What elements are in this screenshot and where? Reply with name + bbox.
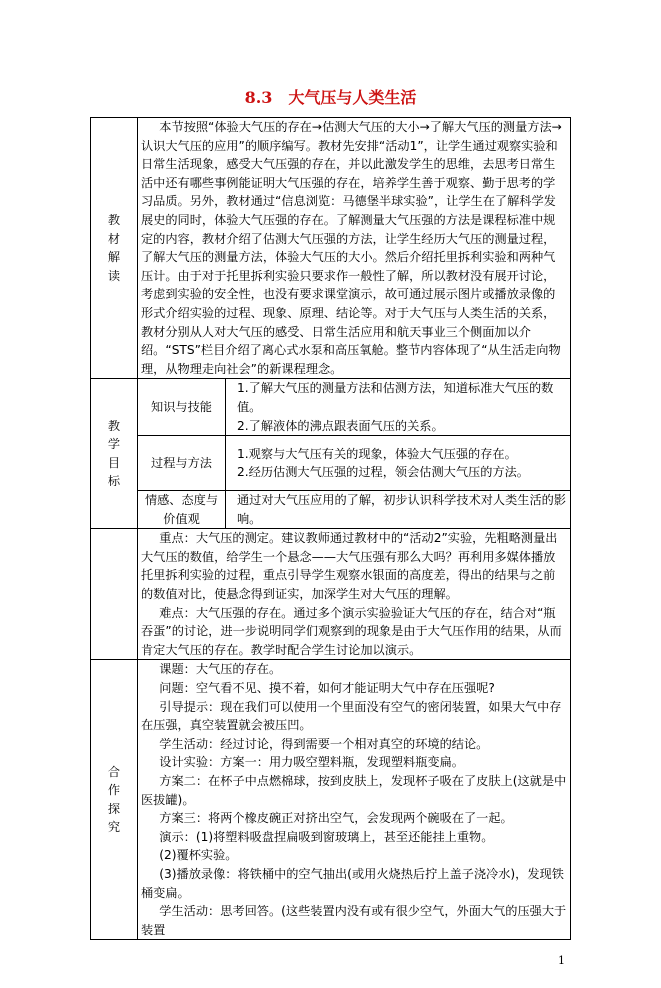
- label-char: 究: [107, 820, 121, 835]
- label-teaching-objectives: [91, 379, 138, 529]
- label-char: 作: [107, 783, 121, 798]
- paragraph: 本节按照“体验大气压的存在→估测大气压的大小→了解大气压的测量方法→认识大气压的应用”的顺序编写。教材先安排“活动1”，让学生通过观察实验和日常生活现象，感受大气压强的存在，并以此激发学生的思维，去思考日常生活中还有哪些事例能证明大气压强的存在，培养学生善于观察、勤于思考的学习品质。另外，教材通过“信息浏览：马德堡半球实验”，让学生在了解科学发展史的同时，体验大气压强的存在。了解测量大气压强的方法是课程标准中规定的内容，教材介绍了估测大气压强的方法，让学生经历大气压的测量过程，了解大气压的测量方法，体验大气压的大小。然后介绍托里拆利实验和两种气压计。由于对于托里拆利实验只要求作一般性了解，所以教材没有展开讨论，考虑到实验的安全性，也没有要求课堂演示，故可通过展示图片或播放录像的形式介绍实验的过程、现象、原理、结论等。对于大气压与人类生活的关系，教材分别从人对大气压的感受、日常生活应用和航天事业三个侧面加以介绍。“STS”栏目介绍了离心式水泵和高压氧舱。整节内容体现了“从生活走向物理，从物理走向社会”的新课程理念。: [141, 120, 562, 376]
- paragraph: 学生活动：思考回答。(这些装置内没有或有很少空气，外面大气的压强大于装置: [141, 904, 567, 937]
- label-char: 教: [107, 418, 121, 433]
- objective-item: 1.观察与大气压有关的现象，体验大气压强的存在。: [237, 446, 517, 461]
- objective-content: [226, 379, 571, 436]
- paragraph: 学生活动：经过讨论，得到需要一个相对真空的环境的结论。: [159, 736, 489, 751]
- objective-name: 过程与方法: [138, 436, 226, 491]
- row-cooperative-inquiry: [91, 660, 571, 940]
- row-objective-process: [91, 436, 571, 491]
- label-char: 解: [107, 250, 121, 265]
- objective-name: 知识与技能: [138, 379, 226, 436]
- textbook-analysis-text: [138, 118, 571, 379]
- paragraph: 设计实验：方案一：用力吸空塑料瓶，发现塑料瓶变扁。: [159, 755, 464, 770]
- label-char: 目: [107, 455, 121, 470]
- lesson-plan-table: [90, 117, 571, 940]
- objective-content: [226, 491, 571, 529]
- label-char: 学: [107, 437, 121, 452]
- label-char: 探: [107, 801, 121, 816]
- row-key-difficult-points: [91, 529, 571, 660]
- objective-item: 2.经历估测大气压强的过程，领会估测大气压的方法。: [237, 465, 529, 480]
- page-number: 1: [558, 954, 565, 968]
- label-char: 材: [107, 231, 121, 246]
- objective-item: 1.了解大气压的测量方法和估测方法，知道标准大气压的数值。: [237, 381, 554, 414]
- paragraph: 引导提示：现在我们可以使用一个里面没有空气的密闭装置，如果大气中存在压强，真空装置就会被压凹。: [141, 699, 562, 733]
- cooperative-inquiry-text: [138, 660, 571, 940]
- paragraph: 课题：大气压的存在。: [159, 662, 282, 677]
- paragraph: 方案二：在杯子中点燃棉球，按到皮肤上，发现杯子吸在了皮肤上(这就是中医拔罐)。: [141, 774, 567, 807]
- paragraph: (2)覆杯实验。: [159, 848, 238, 863]
- objective-name: 情感、态度与价值观: [138, 491, 226, 529]
- row-objective-attitude: [91, 491, 571, 529]
- paragraph: 方案三：将两个橡皮碗正对挤出空气，会发现两个碗吸在了一起。: [159, 811, 513, 826]
- label-char: 读: [107, 268, 121, 283]
- paragraph: 演示：(1)将塑料吸盘捏扁吸到窗玻璃上，甚至还能挂上重物。: [159, 829, 494, 844]
- row-textbook-analysis: [91, 118, 571, 379]
- label-cooperative-inquiry: [91, 660, 138, 940]
- paragraph: 难点：大气压强的存在。通过多个演示实验验证大气压的存在，结合对“瓶吞蛋”的讨论，进一步说明同学们观察到的现象是由于大气压作用的结果，从而肯定大气压的存在。教学时配合学生讨论加以演示。: [141, 605, 562, 657]
- label-char: 合: [107, 764, 121, 779]
- label-textbook-analysis: [91, 118, 138, 379]
- objective-item: 2.了解液体的沸点跟表面气压的关系。: [237, 418, 444, 433]
- objective-content: [226, 436, 571, 491]
- objective-item: 通过对大气压应用的了解，初步认识科学技术对人类生活的影响。: [237, 493, 567, 526]
- key-points-text: [138, 529, 571, 660]
- row-objective-knowledge: [91, 379, 571, 436]
- label-char: 教: [107, 212, 121, 227]
- page-title: 8.3 大气压与人类生活: [244, 88, 417, 107]
- empty-label-cell: [91, 529, 138, 660]
- paragraph: 问题：空气看不见、摸不着，如何才能证明大气中存在压强呢?: [159, 681, 495, 696]
- paragraph: 重点：大气压的测定。建议教师通过教材中的“活动2”实验，先粗略测量出大气压的数值，给学生一个悬念——大气压强有那么大吗？再利用多媒体播放托里拆利实验的过程，重点引导学生观察水银面的高度差，得出的结果与之前的数值对比，使悬念得到证实，加深学生对大气压的理解。: [141, 531, 558, 602]
- label-char: 标: [107, 474, 121, 489]
- paragraph: (3)播放录像：将铁桶中的空气抽出(或用火烧热后拧上盖子浇冷水)，发现铁桶变扁。: [141, 866, 564, 900]
